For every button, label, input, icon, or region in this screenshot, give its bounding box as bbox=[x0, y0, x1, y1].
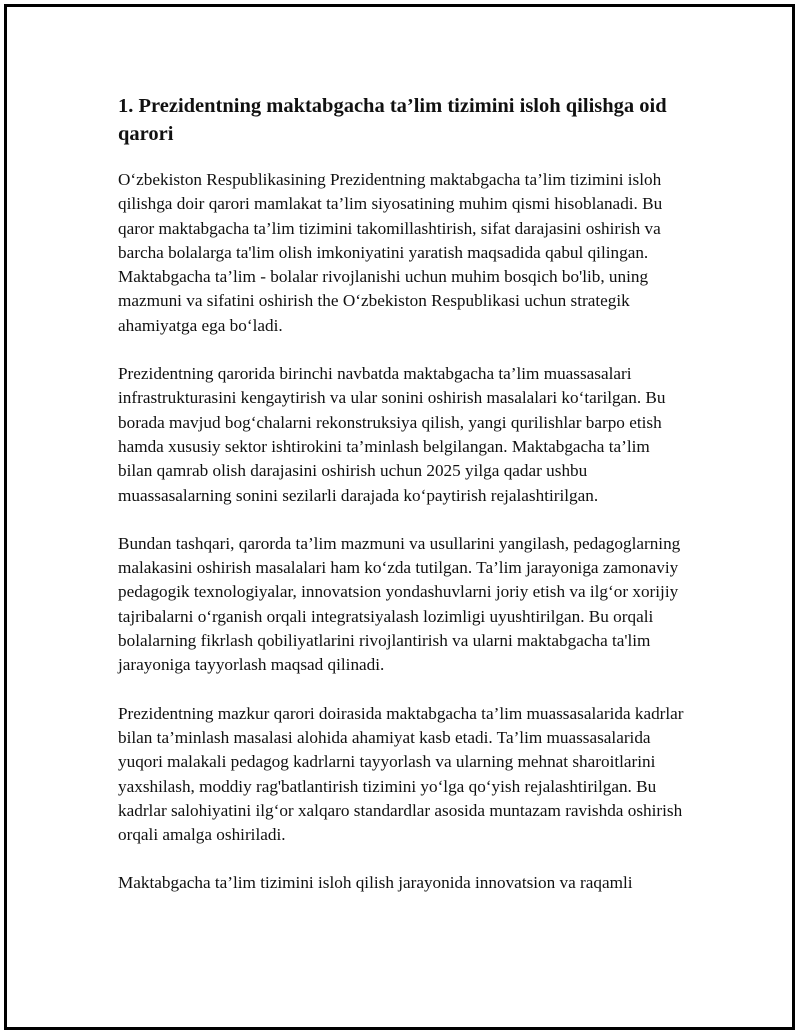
paragraph-1: O‘zbekiston Respublikasining Prezidentning maktabgacha ta’lim tizimini isloh qilishga doir qarori mamlakat ta’lim siyosatining muhim qismi hisoblanadi. Bu qaror maktabgacha ta’lim tizimini takomillashtirish, sifat darajasini oshirish va barcha bolalarga ta'lim olish imkoniyatini yaratish maqsadida qabul qilingan. Maktabgacha ta’lim - bolalar rivojlanishi uchun muhim bosqich bo'lib, uning mazmuni va sifatini oshirish the O‘zbekiston Respublikasi uchun strategik ahamiyatga ega bo‘ladi. bbox=[118, 170, 663, 335]
section-heading: 1. Prezidentning maktabgacha ta’lim tizimini isloh qilishga oid qarori bbox=[118, 95, 667, 145]
paragraph-5: Maktabgacha ta’lim tizimini isloh qilish jarayonida innovatsion va raqamli bbox=[118, 873, 633, 893]
document-body bbox=[118, 92, 688, 920]
paragraph-4: Prezidentning mazkur qarori doirasida maktabgacha ta’lim muassasalarida kadrlar bilan ta’minlash masalasi alohida ahamiyat kasb etadi. Ta’lim muassasalarida yuqori malakali pedagog kadrlarni tayyorlash va ularning mehnat sharoitlarini yaxshilash, moddiy rag'batlantirish tizimini yo‘lga qo‘yish rejalashtirilgan. Bu kadrlar salohiyatini ilg‘or xalqaro standardlar asosida muntazam ravishda oshirish orqali amalga oshiriladi. bbox=[118, 703, 684, 845]
paragraph-3: Bundan tashqari, qarorda ta’lim mazmuni va usullarini yangilash, pedagoglarning malakasini oshirish masalalari ham ko‘zda tutilgan. Ta’lim jarayoniga zamonaviy pedagogik texnologiyalar, innovatsion yondashuvlarni joriy etish va ilg‘or xorijiy tajribalarni o‘rganish orqali integratsiyalash lozimligi uyushtirilgan. Bu orqali bolalarning fikrlash qobiliyatlarini rivojlantirish va ularni maktabgacha ta'lim jarayoniga tayyorlash maqsad qilinadi. bbox=[118, 533, 681, 675]
paragraph-2: Prezidentning qarorida birinchi navbatda maktabgacha ta’lim muassasalari infrastrukturasini kengaytirish va ular sonini oshirish masalalari ko‘tarilgan. Bu borada mavjud bog‘chalarni rekonstruksiya qilish, yangi qurilishlar barpo etish hamda xususiy sektor ishtirokini ta’minlash belgilangan. Maktabgacha ta’lim bilan qamrab olish darajasini oshirish uchun 2025 yilga qadar ushbu muassasalarning sonini sezilarli darajada ko‘paytirish rejalashtirilgan. bbox=[118, 364, 666, 505]
